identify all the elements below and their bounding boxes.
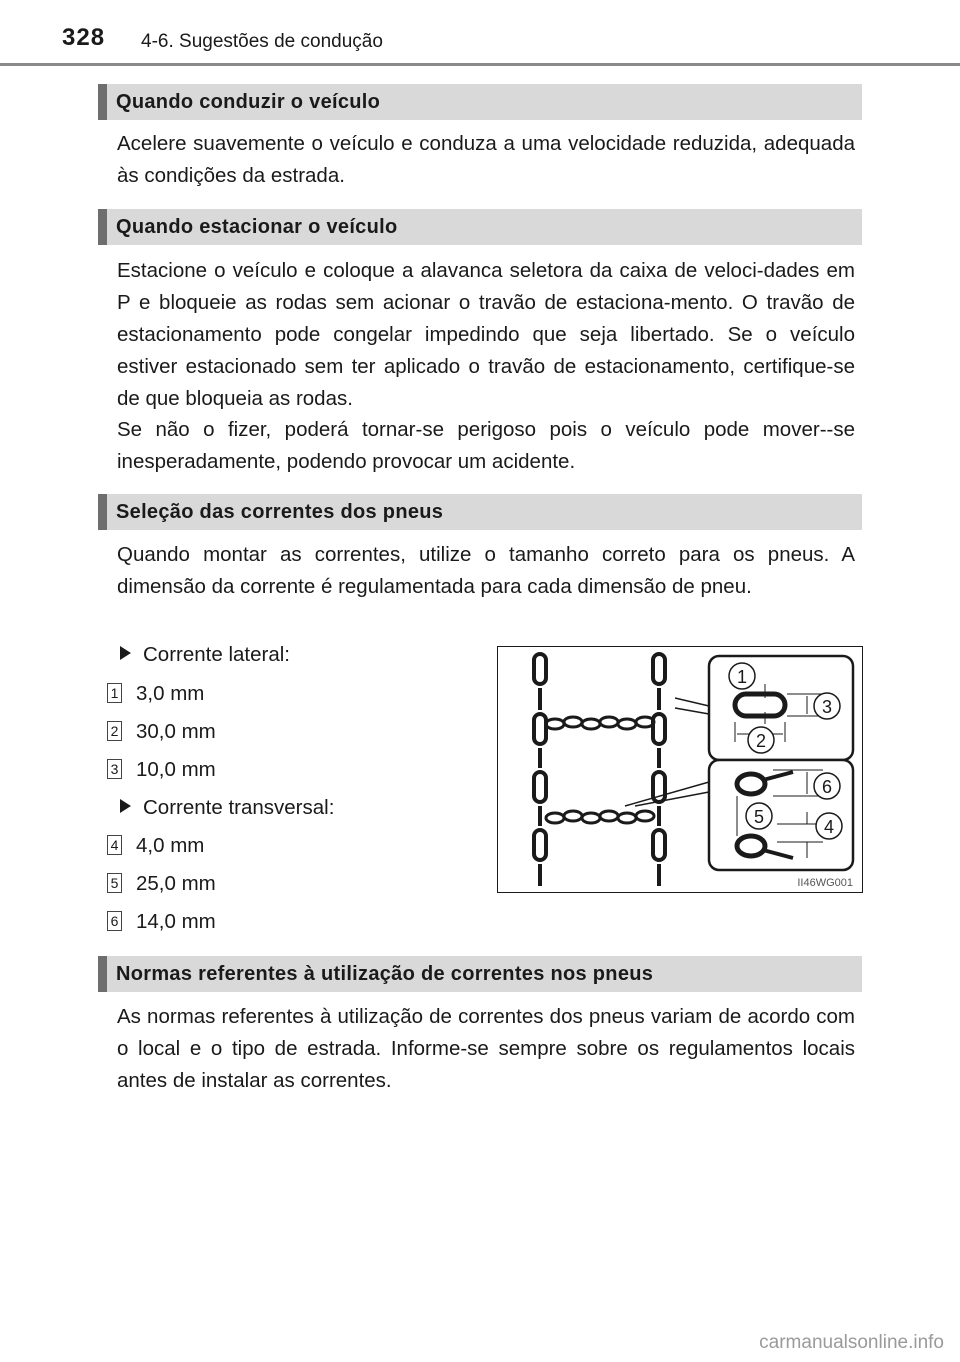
page-number: 328 xyxy=(62,24,106,51)
callout-label: 4 xyxy=(823,817,835,837)
spec-item xyxy=(107,832,204,860)
spec-item xyxy=(107,870,216,898)
section-heading-chain-selection xyxy=(98,494,862,530)
callout-label: 5 xyxy=(753,807,765,827)
section-heading-text: Normas referentes à utilização de correntes nos pneus xyxy=(116,963,654,985)
section-heading-text: Quando conduzir o veículo xyxy=(116,91,381,113)
callout-number: 3 xyxy=(107,759,122,779)
paragraph-parking: Estacione o veículo e coloque a alavanca seletora da caixa de veloci-dades em P e bloqueie as rodas sem acionar o travão de estaciona-mento. O travão de estacionamento pode congelar impedindo que seja libertado. Se o veículo estiver estacionado sem ter aplicado o travão de estacionamento, certifique-se de que bloqueia as rodas. xyxy=(117,259,855,410)
spec-value: 3,0 mm xyxy=(136,682,205,705)
callout-number: 5 xyxy=(107,873,122,893)
watermark-text: carmanualsonline.info xyxy=(759,1332,944,1353)
paragraph-chain-selection: Quando montar as correntes, utilize o tamanho correto para os pneus. A dimensão da corrente é regulamentada para cada dimensão de pneu. xyxy=(117,543,855,598)
callout-number: 1 xyxy=(107,683,122,703)
callout-number: 2 xyxy=(107,721,122,741)
section-heading-parking xyxy=(98,209,862,245)
callout-label: 6 xyxy=(821,777,833,797)
callout-label: 1 xyxy=(736,667,748,687)
section-heading-text: Quando estacionar o veículo xyxy=(116,216,398,238)
spec-value: 30,0 mm xyxy=(136,720,216,743)
bullet-label: Corrente lateral: xyxy=(143,643,290,666)
section-heading-chain-regulations xyxy=(98,956,862,992)
callout-label: 3 xyxy=(821,697,833,717)
paragraph-parking-warning: Se não o fizer, poderá tornar-se perigoso pois o veículo pode mover--se inesperadamente, podendo provocar um acidente. xyxy=(117,418,855,473)
figure-code: II46WG001 xyxy=(797,877,853,889)
triangle-bullet-icon xyxy=(120,646,131,660)
spec-item xyxy=(107,756,216,784)
section-heading-text: Seleção das correntes dos pneus xyxy=(116,501,444,523)
spec-item xyxy=(107,680,204,708)
bullet-lateral-chain xyxy=(120,641,290,669)
paragraph-chain-regulations: As normas referentes à utilização de correntes dos pneus variam de acordo com o local e o tipo de estrada. Informe-se sempre sobre os regulamentos locais antes de instalar as correntes. xyxy=(117,1005,855,1092)
spec-item xyxy=(107,718,216,746)
spec-value: 14,0 mm xyxy=(136,910,216,933)
bullet-transversal-chain xyxy=(120,794,334,822)
tire-chain-figure xyxy=(497,646,863,893)
paragraph-driving: Acelere suavemente o veículo e conduza a uma velocidade reduzida, adequada às condições da estrada. xyxy=(117,132,855,187)
spec-value: 4,0 mm xyxy=(136,834,205,857)
chapter-title: 4-6. Sugestões de condução xyxy=(141,31,383,52)
callout-number: 4 xyxy=(107,835,122,855)
spec-value: 25,0 mm xyxy=(136,872,216,895)
callout-number: 6 xyxy=(107,911,122,931)
spec-item xyxy=(107,908,216,936)
header-rule xyxy=(0,63,960,66)
bullet-label: Corrente transversal: xyxy=(143,796,335,819)
section-heading-driving xyxy=(98,84,862,120)
triangle-bullet-icon xyxy=(120,799,131,813)
callout-label: 2 xyxy=(755,731,767,751)
page-header xyxy=(0,0,960,66)
spec-value: 10,0 mm xyxy=(136,758,216,781)
